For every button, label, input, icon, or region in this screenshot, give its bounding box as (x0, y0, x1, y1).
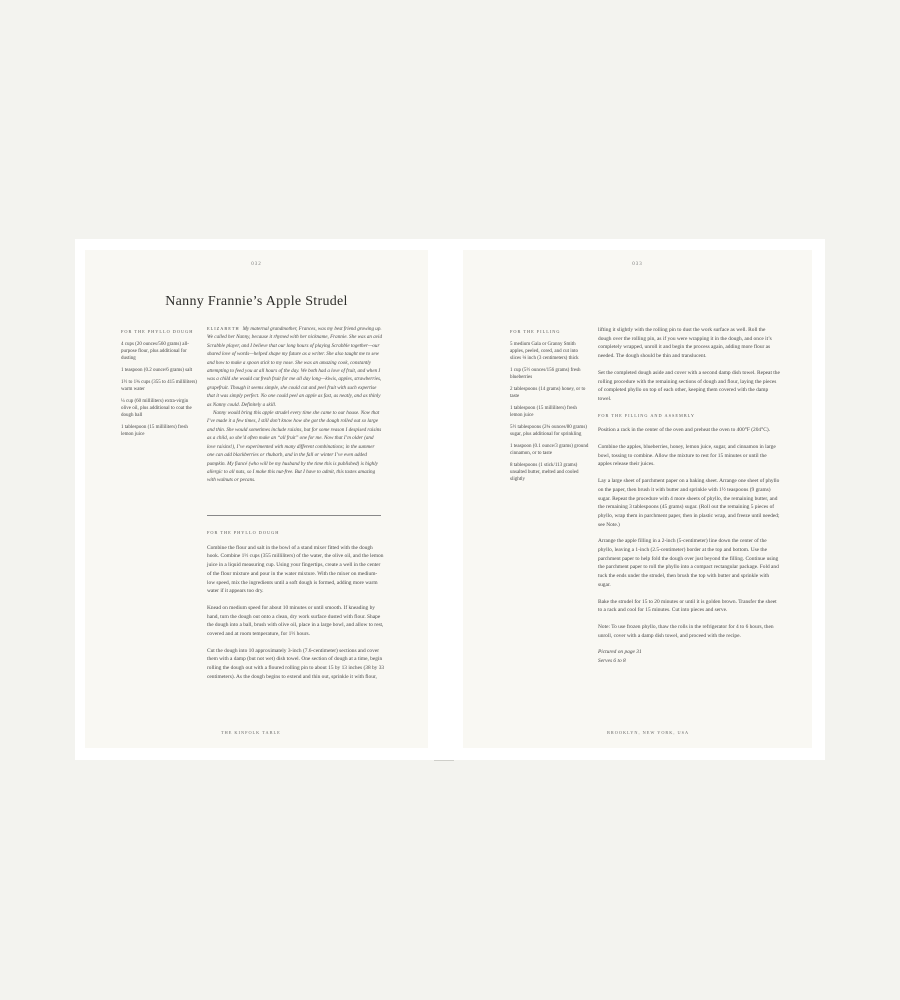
method-text (598, 326, 780, 666)
intro-author: ELIZABETH (207, 326, 240, 331)
method-heading: FOR THE PHYLLO DOUGH (207, 530, 280, 535)
ingredient-item: 1 tablespoon (15 milliliters) fresh lemon juice (121, 425, 188, 437)
intro-text (207, 325, 383, 485)
page-footer: BROOKLYN, NEW YORK, USA (607, 730, 690, 735)
filling-heading: FOR THE FILLING (510, 329, 561, 334)
method-note: Note: To use frozen phyllo, thaw the rolls in the refrigerator for 4 to 6 hours, then unroll, cover with a damp dish towel, and proceed with the recipe. (598, 623, 774, 639)
ingredient-item: 2 tablespoons (14 grams) honey, or to taste (510, 387, 586, 399)
ingredient-item: 1½ to 1¾ cups (355 to 415 milliliters) warm water (121, 380, 197, 392)
page-number: 032 (251, 262, 262, 267)
ingredients-list (121, 328, 199, 443)
method-paragraph: Set the completed dough aside and cover with a second damp dish towel. Repeat the rolling procedure with the remaining sections of dough and flour, laying the pieces of completed phyllo on top of each other, keeping them covered with the damp towel. (598, 369, 780, 402)
ingredient-item: 1 tablespoon (15 milliliters) fresh lemon juice (510, 406, 577, 418)
method-paragraph: Bake the strudel for 15 to 20 minutes or until it is golden brown. Transfer the sheet to a rack and cool for 15 minutes. Cut into pieces and serve. (598, 598, 777, 614)
method-paragraph: Combine the flour and salt in the bowl of a stand mixer fitted with the dough hook. Combine 1½ cups (355 milliliters) of the water, the olive oil, and the lemon juice in a liquid measuring cup. Using your fingertips, create a well in the center of the flour mixture and pour in the water mixture. With the mixer on medium-low speed, mix the ingredients until a soft dough is formed, adding more warm water if it appears too dry. (207, 544, 384, 595)
method-paragraph: Knead on medium speed for about 10 minutes or until smooth. If kneading by hand, turn the dough out onto a clean, dry work surface dusted with flour. Shape the dough into a ball, brush with olive oil, place in a large bowl, and allow to rest, covered and at room temperature, for 1½ hours. (207, 604, 384, 638)
ingredient-item: 4 cups (20 ounces/560 grams) all-purpose flour, plus additional for dusting (121, 342, 189, 361)
method-paragraph: Arrange the apple filling in a 2-inch (5-centimeter) line down the center of the phyllo, leaving a 1-inch (2.5-centimeter) border at the top and bottom. Use the parchment paper to help fold the dough over just beyond the filling. Continue using the parchment paper to roll the phyllo into a compact rectangular package. Fold and tuck the ends under the strudel, then brush the top with butter and sprinkle with sugar. (598, 538, 779, 588)
book-spread (75, 239, 825, 760)
ingredients-heading: FOR THE PHYLLO DOUGH (121, 329, 194, 334)
recipe-title: Nanny Frannie’s Apple Strudel (165, 294, 348, 309)
ingredient-item: 8 tablespoons (1 stick/113 grams) unsalted butter, melted and cooled slightly (510, 463, 579, 482)
ingredient-item: 1 teaspoon (0.2 ounce/6 grams) salt (121, 368, 193, 373)
intro-paragraph: Nanny would bring this apple strudel every time she came to our house. Now that I’ve made it a few times, I still don’t know how she got the dough rolled out so large and thin. She would sometimes include raisins, but for some reason I despised raisins as a child, so she’d often make an “all fruit” one for me. Now that I’m older (and love raisins!), I’ve experimented with many different combinations; in the summer one can add blackberries or rhubarb, and in the fall or winter I’ve even added pumpkin. My fiancé (who will be my husband by the time this is published) is highly allergic to all nuts, so I make this nut-free. But I have to admit, this tastes amazing with walnuts or pecans. (207, 410, 382, 484)
ingredient-item: 5 medium Gala or Granny Smith apples, peeled, cored, and cut into slices ⅛ inch (3 centimeters) thick (510, 342, 579, 361)
filling-ingredients-list (510, 328, 590, 488)
method-paragraph: Combine the apples, blueberries, honey, lemon juice, sugar, and cinnamon in large bowl, tossing to combine. Allow the mixture to rest for 15 minutes or until the apples release their juices. (598, 444, 776, 468)
left-page (85, 250, 428, 748)
right-page (463, 250, 812, 748)
pictured-note: Pictured on page 31 (598, 649, 642, 656)
assembly-heading: FOR THE FILLING AND ASSEMBLY (598, 412, 695, 418)
ingredient-item: 5½ tablespoons (2¾ ounces/80 grams) sugar, plus additional for sprinkling (510, 425, 587, 437)
method-paragraph: Cut the dough into 10 approximately 3-inch (7.6-centimeter) sections and cover them with a damp (but not wet) dish towel. One section of dough at a time, begin rolling the dough out with a floured rolling pin to about 15 by 13 inches (38 by 33 centimeters). As the dough begins to extend and thin out, sprinkle it with flour, (207, 647, 385, 680)
ingredient-item: 1 cup (5½ ounces/156 grams) fresh blueberries (510, 368, 581, 380)
intro-paragraph (207, 325, 383, 409)
credits (598, 648, 780, 665)
ingredient-item: ¼ cup (60 milliliters) extra-virgin olive oil, plus additional to coat the dough ball (121, 399, 192, 418)
bottom-tab (434, 760, 454, 761)
intro-first-text: My maternal grandmother, Frances, was my best friend growing up. We called her Nanny, because it rhymed with her nickname, Frannie. She was an avid Scrabble player, and I believe that our long hours of playing Scrabble together—our shared love of words—helped shape my future as a writer. She also taught me to sew and how to make a spoon stick to my nose. She was an amazing cook, constantly attempting to feed you at all hours of the day. We both had a love of fruit, and when I was a child she would cut fresh fruit for me all day long—kiwis, apples, strawberries, grapefruit. Though it seems simple, she could cut and peel fruit with such expertise that it was simply perfect. No one could peel an apple as fast, as neatly, and as thinly as Nanny could. Definitely a skill. (207, 326, 382, 408)
page-number: 033 (632, 262, 643, 267)
method-paragraph: Lay a large sheet of parchment paper on a baking sheet. Arrange one sheet of phyllo on the paper, then brush it with butter and sprinkle with 1½ teaspoons (9 grams) sugar. Repeat the procedure with 4 more sheets of phyllo, the remaining butter, and the remaining 3 tablespoons (45 grams) sugar. (Roll out the remaining 5 pieces of phyllo, wrap them in parchment paper, then in plastic wrap, and freeze until needed; see Note.) (598, 478, 780, 528)
method-paragraph: lifting it slightly with the rolling pin to dust the work surface as well. Roll the dough over the rolling pin, as if you were wrapping it in the dough, and once it’s completely wrapped, unroll it and begin the process again, adding more flour as needed. The dough should be thin and translucent. (598, 327, 772, 360)
serves-note: Serves 6 to 8 (598, 658, 626, 665)
method-text (207, 529, 385, 690)
method-paragraph: Position a rack in the center of the oven and preheat the oven to 400°F (204°C). (598, 427, 770, 434)
ingredient-item: 1 teaspoon (0.1 ounce/3 grams) ground cinnamon, or to taste (510, 444, 589, 456)
page-footer: THE KINFOLK TABLE (221, 730, 281, 735)
divider (207, 515, 381, 516)
